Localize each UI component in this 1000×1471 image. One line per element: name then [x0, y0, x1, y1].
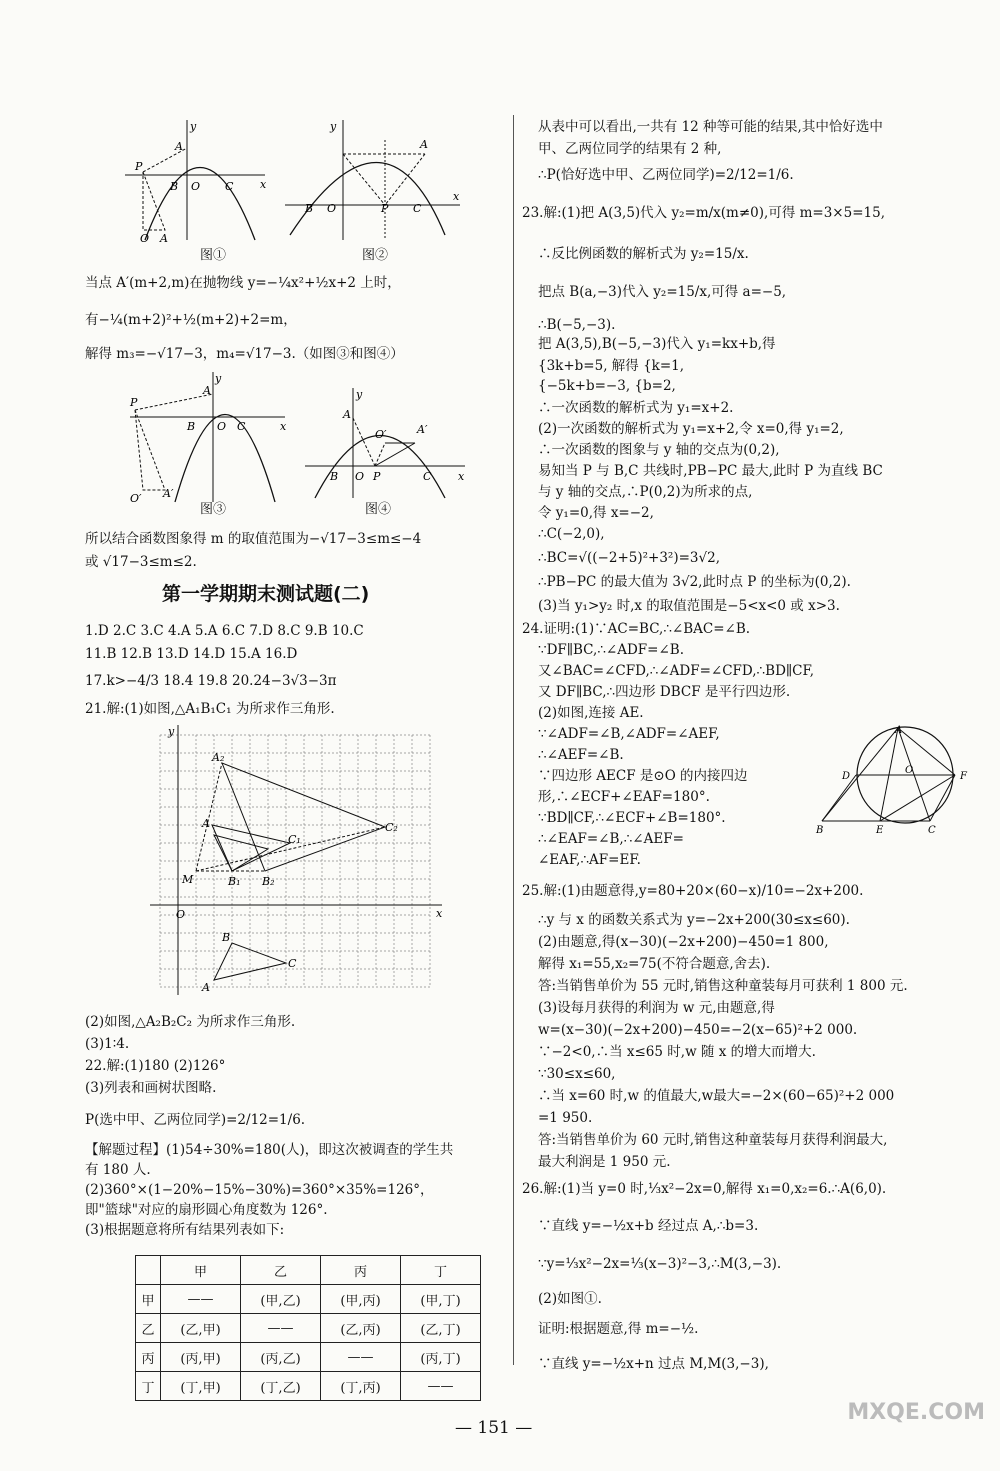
text-line: 解得 x₁=55,x₂=75(不符合题意,舍去). — [538, 956, 771, 972]
text-line: 又∠BAC=∠CFD,∴∠ADF=∠CFD,∴BD∥CF, — [538, 663, 815, 679]
watermark: MXQE.COM — [847, 1400, 985, 1425]
table-cell: (乙,丙) — [321, 1314, 401, 1343]
text-line: ∴B(−5,−3). — [538, 317, 616, 333]
fig3-label: A — [203, 384, 211, 397]
text-line: w=(x−30)(−2x+200)−450=−2(x−65)²+2 000. — [538, 1022, 858, 1038]
text-line: ∴一次函数的解析式为 y₁=x+2. — [538, 400, 734, 416]
fig4-label: y — [356, 388, 363, 401]
fig2-label: C — [413, 202, 422, 215]
text-line: 形,∴∠ECF+∠EAF=180°. — [538, 789, 710, 805]
text-line: 24.证明:(1)∵AC=BC,∴∠BAC=∠B. — [522, 621, 751, 637]
text-line: 甲、乙两位同学的结果有 2 种, — [538, 141, 722, 157]
fig2-caption: 图② — [362, 248, 389, 263]
table-row — [136, 1285, 481, 1314]
page-number: — 151 — — [455, 1418, 533, 1438]
fig3-label: C — [237, 420, 246, 433]
table-cell: 丙 — [136, 1343, 161, 1372]
fig4-label: B — [330, 470, 339, 483]
circle-label: F — [960, 771, 967, 782]
results-table — [135, 1255, 481, 1401]
table-row — [136, 1372, 481, 1401]
circle-label: E — [876, 825, 884, 835]
grid-label: x — [436, 907, 443, 920]
text-line: ∴∠AEF=∠B. — [538, 747, 624, 763]
figure-2 — [285, 120, 465, 245]
text-line: ∴∠EAF=∠B,∴∠AEF= — [538, 831, 684, 847]
text-line: ∵DF∥BC,∴∠ADF=∠B. — [538, 642, 685, 658]
text-line: ∴反比例函数的解析式为 y₂=15/x. — [538, 246, 749, 262]
text-line: (2)由题意,得(x−30)(−2x+200)−450=1 800, — [538, 934, 829, 950]
table-cell: 丙 — [321, 1256, 401, 1285]
text-line: 21.解:(1)如图,△A₁B₁C₁ 为所求作三角形. — [85, 701, 335, 717]
table-cell: (丁,丙) — [321, 1372, 401, 1401]
text-line: 所以结合函数图象得 m 的取值范围为−√17−3≤m≤−4 — [85, 531, 422, 547]
answers-line: 1.D 2.C 3.C 4.A 5.A 6.C 7.D 8.C 9.B 10.C — [85, 623, 364, 639]
circle-figure — [810, 725, 980, 835]
text-line: ∴PB−PC 的最大值为 3√2,此时点 P 的坐标为(0,2). — [538, 574, 851, 590]
text-line: 令 y₁=0,得 x=−2, — [538, 505, 654, 521]
fig2-label: B — [305, 202, 314, 215]
fig4-label: O′ — [375, 428, 387, 441]
text-line: 最大利润是 1 950 元. — [538, 1154, 671, 1170]
fig3-label: P — [130, 396, 138, 409]
fig4-label: A — [343, 408, 351, 421]
text-line: 23.解:(1)把 A(3,5)代入 y₂=m/x(m≠0),可得 m=3×5=15, — [522, 205, 885, 221]
fig3-label: O′ — [130, 492, 142, 505]
fig1-label: A — [160, 232, 168, 245]
text-line: (2)一次函数的解析式为 y₁=x+2,令 x=0,得 y₁=2, — [538, 421, 844, 437]
fig4-label: C — [423, 470, 432, 483]
fig1-label: C — [225, 180, 234, 193]
fig1-label: O — [191, 180, 201, 193]
text-line: ∴BC=√((−2+5)²+3²)=3√2, — [538, 550, 720, 566]
text-line: 又 DF∥BC,∴四边形 DBCF 是平行四边形. — [538, 684, 791, 700]
table-cell: (丙,乙) — [241, 1343, 321, 1372]
text-line: ∴一次函数的图象与 y 轴的交点为(0,2), — [538, 442, 780, 458]
grid-label: A — [202, 817, 210, 830]
text-line: 从表中可以看出,一共有 12 种等可能的结果,其中恰好选中 — [538, 119, 883, 135]
table-row — [136, 1256, 481, 1285]
text-line: ∠EAF,∴AF=EF. — [538, 852, 641, 868]
fig3-label: A′ — [163, 487, 174, 500]
text-line: ∵直线 y=−½x+n 过点 M,M(3,−3), — [538, 1356, 769, 1372]
fig1-label: O — [140, 232, 150, 245]
answers-line: 17.k>−4/3 18.4 19.8 20.24−3√3−3π — [85, 673, 337, 689]
fig2-label: O — [327, 202, 337, 215]
grid-label: y — [168, 725, 175, 738]
grid-label: C₂ — [385, 821, 398, 834]
fig2-label: y — [330, 120, 337, 133]
text-line: 22.解:(1)180 (2)126° — [85, 1058, 226, 1074]
text-line: (3)当 y₁>y₂ 时,x 的取值范围是−5<x<0 或 x>3. — [538, 598, 840, 614]
text-line: 25.解:(1)由题意得,y=80+20×(60−x)/10=−2x+200. — [522, 883, 864, 899]
grid-label: M — [182, 873, 194, 886]
text-line: (3)列表和画树状图略. — [85, 1080, 217, 1096]
text-line: ∴P(恰好选中甲、乙两位同学)=2/12=1/6. — [538, 167, 794, 183]
fig3-label: B — [187, 420, 196, 433]
text-line: ∵−2<0,∴当 x≤65 时,w 随 x 的增大而增大. — [538, 1044, 816, 1060]
fig3-label: O — [217, 420, 227, 433]
table-cell: (丙,丁) — [401, 1343, 481, 1372]
table-cell: (丁,乙) — [241, 1372, 321, 1401]
table-cell: 乙 — [136, 1314, 161, 1343]
table-cell — [136, 1256, 161, 1285]
table-cell: 甲 — [161, 1256, 241, 1285]
table-cell: —— — [321, 1343, 401, 1372]
grid-label: B₁ — [228, 875, 241, 888]
text-line: 【解题过程】(1)54÷30%=180(人)，即这次被调查的学生共 — [85, 1142, 454, 1158]
text-line: ∴y 与 x 的函数关系式为 y=−2x+200(30≤x≤60). — [538, 912, 850, 928]
circle-label: B — [816, 825, 824, 835]
section-title: 第一学期期末测试题(二) — [162, 583, 370, 605]
text-line: 或 √17−3≤m≤2. — [85, 554, 197, 570]
text-line: 把 A(3,5),B(−5,−3)代入 y₁=kx+b,得 — [538, 336, 776, 352]
text-line: 与 y 轴的交点,∴P(0,2)为所求的点, — [538, 484, 753, 500]
table-cell: (甲,丁) — [401, 1285, 481, 1314]
figure-3 — [125, 372, 290, 507]
text-line: (2)如图,连接 AE. — [538, 705, 644, 721]
text-line: 解得 m₃=−√17−3，m₄=√17−3.（如图③和图④） — [85, 346, 404, 362]
text-line: ∵直线 y=−½x+b 经过点 A,∴b=3. — [538, 1218, 759, 1234]
text-line: ∵四边形 AECF 是⊙O 的内接四边 — [538, 768, 748, 784]
fig3-caption: 图③ — [200, 502, 227, 517]
grid-label: O — [176, 908, 186, 921]
fig2-label: P — [381, 202, 389, 215]
grid-label: C — [288, 957, 297, 970]
fig1-label: y — [190, 120, 197, 133]
answers-line: 11.B 12.B 13.D 14.D 15.A 16.D — [85, 646, 298, 662]
fig4-label: O — [355, 470, 365, 483]
fig4-label: P — [373, 470, 381, 483]
table-cell: (乙,丁) — [401, 1314, 481, 1343]
text-line: 26.解:(1)当 y=0 时,⅓x²−2x=0,解得 x₁=0,x₂=6.∴A(6,0). — [522, 1181, 887, 1197]
grid-label: B₂ — [262, 875, 275, 888]
fig2-label: A — [420, 138, 428, 151]
circle-label: D — [842, 771, 851, 782]
table-cell: (丁,甲) — [161, 1372, 241, 1401]
text-line: (2)360°×(1−20%−15%−30%)=360°×35%=126°， — [85, 1182, 434, 1198]
text-line: 当点 A′(m+2,m)在抛物线 y=−¼x²+½x+2 上时， — [85, 275, 401, 291]
fig3-label: y — [215, 372, 222, 385]
fig1-label: A — [175, 140, 183, 153]
text-line: 把点 B(a,−3)代入 y₂=15/x,可得 a=−5, — [538, 284, 787, 300]
fig4-label: A′ — [417, 423, 428, 436]
fig1-caption: 图① — [200, 248, 227, 263]
text-line: ∵30≤x≤60, — [538, 1066, 616, 1082]
table-cell: 乙 — [241, 1256, 321, 1285]
text-line: 答:当销售单价为 55 元时,销售这种童装每月可获利 1 800 元. — [538, 978, 908, 994]
grid-label: C₁ — [288, 833, 301, 846]
text-line: ∵BD∥CF,∴∠ECF+∠B=180°. — [538, 810, 726, 826]
text-line: ∵y=⅓x²−2x=⅓(x−3)²−3,∴M(3,−3). — [538, 1256, 782, 1272]
table-row — [136, 1314, 481, 1343]
text-line: (3)设每月获得的利润为 w 元,由题意,得 — [538, 1000, 775, 1016]
column-divider — [513, 115, 514, 1365]
table-cell: —— — [241, 1314, 321, 1343]
text-line: 有 180 人. — [85, 1162, 151, 1178]
table-row — [136, 1343, 481, 1372]
text-line: 有−¼(m+2)²+½(m+2)+2=m， — [85, 312, 297, 328]
text-line: ∴当 x=60 时,w 的值最大,w最大=−2×(60−65)²+2 000 — [538, 1088, 895, 1104]
text-line: =1 950. — [538, 1110, 593, 1126]
table-cell: (甲,丙) — [321, 1285, 401, 1314]
circle-label: C — [928, 825, 936, 835]
table-cell: (丙,甲) — [161, 1343, 241, 1372]
text-line: 即"篮球"对应的扇形圆心角度数为 126°. — [85, 1202, 328, 1218]
text-line: (3)根据题意将所有结果列表如下: — [85, 1222, 285, 1238]
table-cell: (乙,甲) — [161, 1314, 241, 1343]
text-line: ∵∠ADF=∠B,∠ADF=∠AEF, — [538, 726, 720, 742]
fig1-label: P — [135, 160, 143, 173]
table-cell: —— — [161, 1285, 241, 1314]
table-cell: —— — [401, 1372, 481, 1401]
table-cell: (甲,乙) — [241, 1285, 321, 1314]
figure-1 — [125, 120, 270, 245]
circle-label: A — [895, 725, 903, 736]
text-line: ∴C(−2,0), — [538, 526, 605, 542]
text-line: (3)1∶4. — [85, 1036, 130, 1052]
text-line: {3k+b=5, 解得 {k=1, — [538, 358, 685, 374]
fig1-label: x — [260, 178, 267, 191]
fig4-label: x — [458, 470, 465, 483]
grid-label: A — [202, 981, 210, 994]
circle-label: O — [905, 765, 914, 776]
grid-figure — [150, 725, 450, 1000]
text-line: (2)如图,△A₂B₂C₂ 为所求作三角形. — [85, 1014, 296, 1030]
table-cell: 丁 — [401, 1256, 481, 1285]
text-line: 易知当 P 与 B,C 共线时,PB−PC 最大,此时 P 为直线 BC — [538, 463, 883, 479]
table-cell: 丁 — [136, 1372, 161, 1401]
text-line: 证明:根据题意,得 m=−½. — [538, 1321, 699, 1337]
text-line: {−5k+b=−3, {b=2, — [538, 378, 676, 394]
fig1-label: B — [170, 180, 179, 193]
text-line: (2)如图①. — [538, 1291, 602, 1307]
figure-4 — [305, 388, 470, 503]
fig3-label: x — [280, 420, 287, 433]
fig2-label: x — [453, 190, 460, 203]
grid-label: B — [222, 931, 231, 944]
fig4-caption: 图④ — [365, 502, 392, 517]
table-cell: 甲 — [136, 1285, 161, 1314]
text-line: 答:当销售单价为 60 元时,销售这种童装每月获得利润最大, — [538, 1132, 888, 1148]
text-line: P(选中甲、乙两位同学)=2/12=1/6. — [85, 1112, 306, 1128]
grid-label: A₂ — [212, 751, 225, 764]
